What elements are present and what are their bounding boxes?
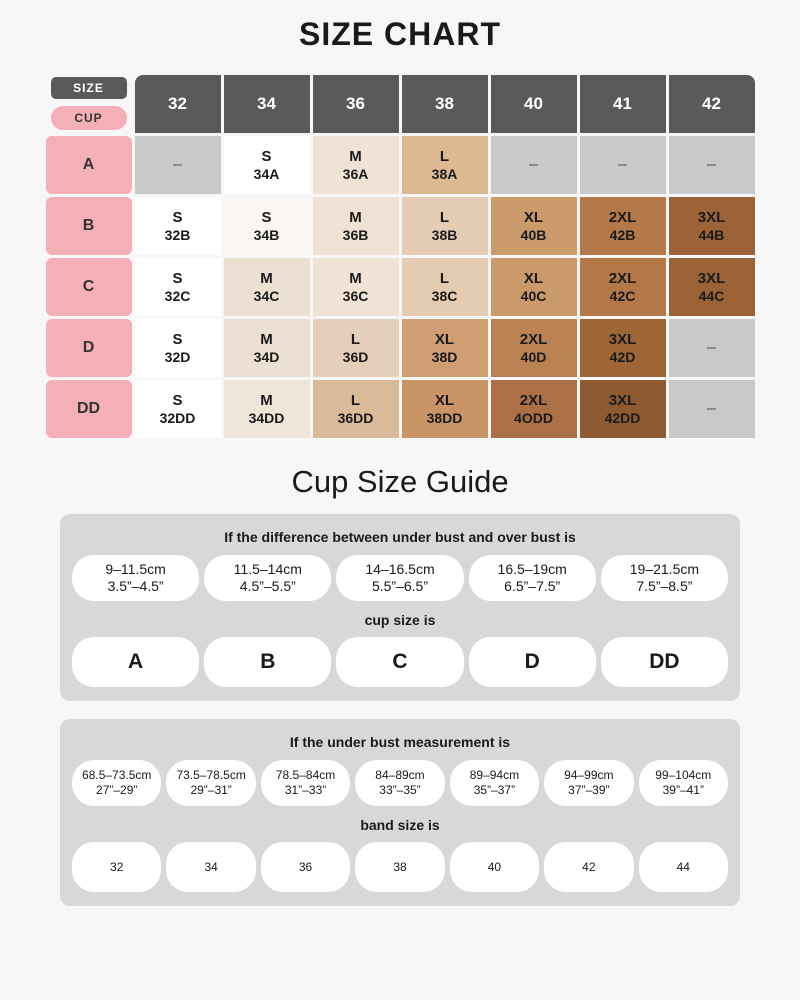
size-cell bbox=[313, 197, 399, 255]
size-cell-band: 36D bbox=[342, 349, 369, 366]
size-cell-size: S bbox=[172, 208, 183, 226]
size-cell-size: L bbox=[439, 147, 450, 165]
size-cell bbox=[224, 197, 310, 255]
cup-range-cell-in: 5.5”–6.5” bbox=[371, 578, 429, 594]
cup-panel-heading: If the difference between under bust and over bust is bbox=[224, 529, 576, 545]
page-title: SIZE CHART bbox=[299, 16, 501, 52]
size-cell bbox=[224, 136, 310, 194]
cup-range-cell-cm: 11.5–14cm bbox=[233, 560, 302, 577]
size-cell bbox=[135, 136, 221, 194]
size-cell-band: 38DD bbox=[426, 410, 463, 427]
band-range-cell-in: 29”–31” bbox=[190, 783, 232, 797]
band-header-38: 38 bbox=[402, 75, 488, 133]
size-cell-empty: – bbox=[618, 155, 627, 173]
band-value-cell: 44 bbox=[639, 842, 728, 892]
size-cell bbox=[135, 258, 221, 316]
band-range-cell-in: 33”–35” bbox=[379, 783, 421, 797]
band-panel-heading: If the under bust measurement is bbox=[289, 734, 511, 750]
size-cell-band: 40B bbox=[520, 227, 547, 244]
cup-range-cell-cm: 14–16.5cm bbox=[365, 560, 435, 577]
size-cell-band: 38C bbox=[431, 288, 458, 305]
size-pill-label: SIZE bbox=[51, 77, 127, 99]
size-cell-size: 2XL bbox=[608, 269, 637, 287]
band-header-41: 41 bbox=[580, 75, 666, 133]
band-value-cell: 36 bbox=[261, 842, 350, 892]
band-range-cell-in: 31”–33” bbox=[284, 783, 327, 797]
cup-header-B: B bbox=[46, 197, 132, 255]
band-value-cell: 34 bbox=[166, 842, 255, 892]
band-range-cell-cm: 89–94cm bbox=[469, 768, 520, 782]
cup-range-row bbox=[72, 555, 728, 601]
band-range-cell-cm: 73.5–78.5cm bbox=[176, 768, 246, 782]
size-cell-size: 2XL bbox=[608, 208, 637, 226]
size-chart-table bbox=[60, 75, 740, 438]
size-cell bbox=[313, 258, 399, 316]
size-cell-band: 34A bbox=[253, 166, 280, 183]
cup-value-cell: B bbox=[204, 637, 331, 687]
cup-size-guide-title: Cup Size Guide bbox=[291, 464, 509, 499]
size-cell bbox=[402, 136, 488, 194]
cup-value-cell: A bbox=[72, 637, 199, 687]
size-cell bbox=[224, 258, 310, 316]
cup-value-cell: C bbox=[336, 637, 463, 687]
size-cell-size: M bbox=[349, 208, 362, 226]
band-range-cell-cm: 99–104cm bbox=[655, 768, 712, 782]
size-cell-size: M bbox=[260, 330, 273, 348]
size-cell-band: 34B bbox=[253, 227, 280, 244]
size-cell-size: XL bbox=[523, 269, 544, 287]
size-cell bbox=[224, 319, 310, 377]
size-cell-size: 3XL bbox=[608, 330, 637, 348]
size-cell-size: 3XL bbox=[697, 269, 726, 287]
size-cell-empty: – bbox=[529, 155, 538, 173]
size-cell-band: 36DD bbox=[337, 410, 374, 427]
band-range-cell bbox=[639, 760, 728, 806]
size-cell-band: 42B bbox=[609, 227, 636, 244]
size-cell bbox=[491, 380, 577, 438]
cup-range-cell-cm: 19–21.5cm bbox=[629, 560, 700, 577]
size-cell bbox=[491, 136, 577, 194]
band-range-cell bbox=[72, 760, 161, 806]
size-cell-size: 2XL bbox=[519, 391, 548, 409]
cup-value-cell: D bbox=[469, 637, 596, 687]
size-cell bbox=[402, 319, 488, 377]
size-cell bbox=[580, 136, 666, 194]
band-value-cell: 38 bbox=[355, 842, 444, 892]
size-cell-size: XL bbox=[523, 208, 544, 226]
size-cell-band: 42DD bbox=[604, 410, 641, 427]
size-cell bbox=[580, 197, 666, 255]
size-cell bbox=[580, 258, 666, 316]
size-cell-size: L bbox=[439, 269, 450, 287]
size-cell-band: 34D bbox=[253, 349, 280, 366]
cup-header-D: D bbox=[46, 319, 132, 377]
size-cell-empty: – bbox=[707, 338, 716, 356]
size-cell-band: 34C bbox=[253, 288, 280, 305]
size-cell bbox=[135, 197, 221, 255]
band-range-cell-in: 35”–37” bbox=[473, 783, 516, 797]
size-cell-size: 3XL bbox=[608, 391, 637, 409]
size-cell-size: S bbox=[172, 391, 183, 409]
cup-header-C: C bbox=[46, 258, 132, 316]
size-cell bbox=[402, 258, 488, 316]
size-cell-band: 42C bbox=[609, 288, 636, 305]
band-range-cell bbox=[355, 760, 444, 806]
size-cell bbox=[402, 197, 488, 255]
cup-range-cell-in: 3.5”–4.5” bbox=[107, 578, 164, 594]
size-cell bbox=[491, 258, 577, 316]
size-cell bbox=[491, 319, 577, 377]
size-cell-empty: – bbox=[707, 155, 716, 173]
size-cell-size: L bbox=[350, 330, 361, 348]
size-cell-size: M bbox=[349, 269, 362, 287]
size-cell-band: 32C bbox=[164, 288, 191, 305]
size-cell-band: 42D bbox=[609, 349, 636, 366]
band-range-cell-cm: 78.5–84cm bbox=[275, 768, 336, 782]
cup-range-cell bbox=[601, 555, 728, 601]
size-cell-size: L bbox=[350, 391, 361, 409]
size-cell-band: 40D bbox=[520, 349, 547, 366]
cup-value-cell: DD bbox=[601, 637, 728, 687]
size-cell-size: M bbox=[260, 391, 273, 409]
size-cell-size: S bbox=[261, 208, 272, 226]
band-range-cell-in: 37”–39” bbox=[568, 783, 610, 797]
cup-range-cell-cm: 9–11.5cm bbox=[105, 560, 166, 577]
size-cell-size: 3XL bbox=[697, 208, 726, 226]
size-cell bbox=[313, 319, 399, 377]
cup-range-cell bbox=[469, 555, 596, 601]
size-cell-size: L bbox=[439, 208, 450, 226]
size-cell-band: 36C bbox=[342, 288, 369, 305]
cup-header-A: A bbox=[46, 136, 132, 194]
band-value-cell: 32 bbox=[72, 842, 161, 892]
size-cell-band: 32DD bbox=[159, 410, 196, 427]
size-cell-size: M bbox=[349, 147, 362, 165]
size-cell-band: 38A bbox=[431, 166, 458, 183]
size-cell-band: 36A bbox=[342, 166, 369, 183]
size-cell-size: XL bbox=[434, 330, 455, 348]
size-cell bbox=[669, 319, 755, 377]
band-panel-sub: band size is bbox=[360, 817, 440, 833]
size-cell-band: 38D bbox=[431, 349, 458, 366]
band-value-cell: 40 bbox=[450, 842, 539, 892]
band-range-row bbox=[72, 760, 728, 806]
size-cell-band: 34DD bbox=[248, 410, 285, 427]
size-cell bbox=[580, 380, 666, 438]
size-cell-band: 38B bbox=[431, 227, 458, 244]
band-range-cell-in: 39”–41” bbox=[662, 783, 704, 797]
size-cell-band: 4ODD bbox=[514, 410, 553, 427]
size-cell-size: S bbox=[172, 330, 183, 348]
size-cell bbox=[669, 197, 755, 255]
size-cell-band: 44C bbox=[698, 288, 725, 305]
size-cell bbox=[402, 380, 488, 438]
band-range-cell bbox=[261, 760, 350, 806]
band-header-40: 40 bbox=[491, 75, 577, 133]
size-chart-grid bbox=[60, 75, 740, 438]
size-cell bbox=[669, 258, 755, 316]
cup-header-DD: DD bbox=[46, 380, 132, 438]
cup-range-cell bbox=[72, 555, 199, 601]
size-cell-band: 32B bbox=[164, 227, 191, 244]
cup-pill-label: CUP bbox=[51, 106, 127, 130]
band-size-panel bbox=[60, 719, 740, 906]
size-cell-empty: – bbox=[173, 155, 182, 173]
cup-range-cell bbox=[204, 555, 331, 601]
cup-panel-sub: cup size is bbox=[364, 612, 436, 628]
size-cell-size: XL bbox=[434, 391, 455, 409]
size-cell-band: 32D bbox=[164, 349, 191, 366]
band-range-cell-cm: 94–99cm bbox=[564, 768, 614, 782]
size-cell-band: 44B bbox=[698, 227, 725, 244]
size-cell-empty: – bbox=[707, 399, 716, 417]
size-cell-band: 36B bbox=[342, 227, 369, 244]
size-cell bbox=[669, 380, 755, 438]
band-header-32: 32 bbox=[135, 75, 221, 133]
band-range-cell bbox=[450, 760, 539, 806]
band-range-cell bbox=[544, 760, 633, 806]
size-cup-corner-header bbox=[46, 75, 132, 133]
size-cell-size: 2XL bbox=[519, 330, 548, 348]
cup-value-row bbox=[72, 637, 728, 687]
size-cell-size: M bbox=[260, 269, 273, 287]
band-range-cell-cm: 84–89cm bbox=[375, 768, 425, 782]
band-range-cell-in: 27”–29” bbox=[96, 783, 138, 797]
size-cell bbox=[313, 136, 399, 194]
size-cell-size: S bbox=[261, 147, 272, 165]
size-cell bbox=[669, 136, 755, 194]
band-value-cell: 42 bbox=[544, 842, 633, 892]
size-cell bbox=[491, 197, 577, 255]
cup-range-cell-in: 7.5”–8.5” bbox=[636, 578, 693, 594]
band-header-36: 36 bbox=[313, 75, 399, 133]
size-cell bbox=[224, 380, 310, 438]
band-header-34: 34 bbox=[224, 75, 310, 133]
band-header-42: 42 bbox=[669, 75, 755, 133]
cup-range-cell-in: 6.5”–7.5” bbox=[504, 578, 561, 594]
size-cell bbox=[135, 380, 221, 438]
cup-range-cell bbox=[336, 555, 463, 601]
size-cell bbox=[580, 319, 666, 377]
size-cell bbox=[313, 380, 399, 438]
cup-range-cell-cm: 16.5–19cm bbox=[497, 560, 567, 577]
band-value-row bbox=[72, 842, 728, 892]
band-range-cell bbox=[166, 760, 255, 806]
cup-size-panel bbox=[60, 514, 740, 701]
size-cell-size: S bbox=[172, 269, 183, 287]
cup-range-cell-in: 4.5”–5.5” bbox=[239, 578, 296, 594]
size-cell-band: 40C bbox=[520, 288, 547, 305]
size-cell bbox=[135, 319, 221, 377]
band-range-cell-cm: 68.5–73.5cm bbox=[82, 768, 152, 782]
